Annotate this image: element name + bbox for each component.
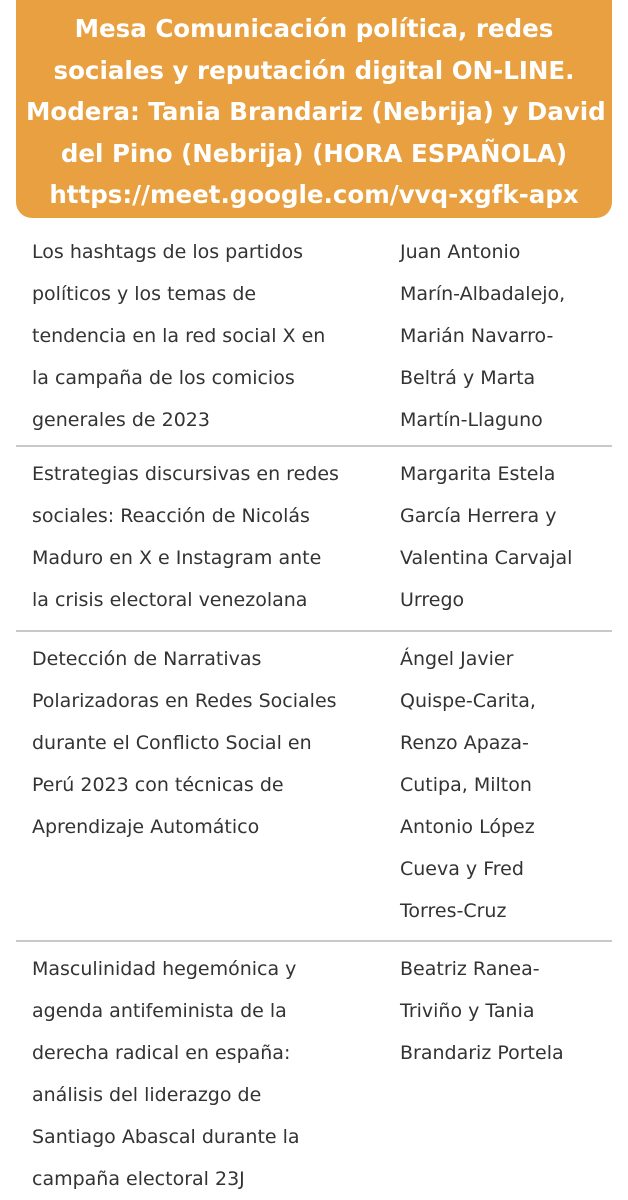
paper-authors: Juan Antonio Marín-Albadalejo, Marián Navarro- Beltrá y Marta Martín-Llaguno [400,241,566,431]
table-row [16,942,612,1200]
session-header [16,0,612,218]
table-row [16,632,612,942]
paper-authors: Beatriz Ranea- Triviño y Tania Brandariz Portela [400,958,564,1064]
meet-link[interactable]: https://meet.google.com/vvq-xgfk-apx [49,180,579,209]
header-line-4: del Pino (Nebrija) (HORA ESPAÑOLA) [60,138,568,168]
table-row [16,225,612,447]
table-row [16,447,612,632]
paper-title: Masculinidad hegemónica y agenda antifeminista de la derecha radical en españa: análisis del liderazgo de Santiago Abascal durante la campaña electoral 23J [32,958,300,1190]
paper-title: Detección de Narrativas Polarizadoras en Redes Sociales durante el Conflicto Social en Perú 2023 con técnicas de Aprendizaje Automático [32,648,337,838]
header-line-3: Modera: Tania Brandariz (Nebrija) y David [26,97,606,126]
program-table [16,225,612,1200]
paper-title: Estrategias discursivas en redes sociales: Reacción de Nicolás Maduro en X e Instagram ante la crisis electoral venezolana [32,463,339,611]
header-line-1: Mesa Comunicación política, redes [74,14,554,43]
paper-authors: Margarita Estela García Herrera y Valentina Carvajal Urrego [400,463,573,611]
paper-title: Los hashtags de los partidos políticos y los temas de tendencia en la red social X en la campaña de los comicios generales de 2023 [32,241,326,431]
header-line-2: sociales y reputación digital ON-LINE. [53,55,575,85]
paper-authors: Ángel Javier Quispe-Carita, Renzo Apaza- Cutipa, Milton Antonio López Cueva y Fred Torres-Cruz [400,648,536,922]
